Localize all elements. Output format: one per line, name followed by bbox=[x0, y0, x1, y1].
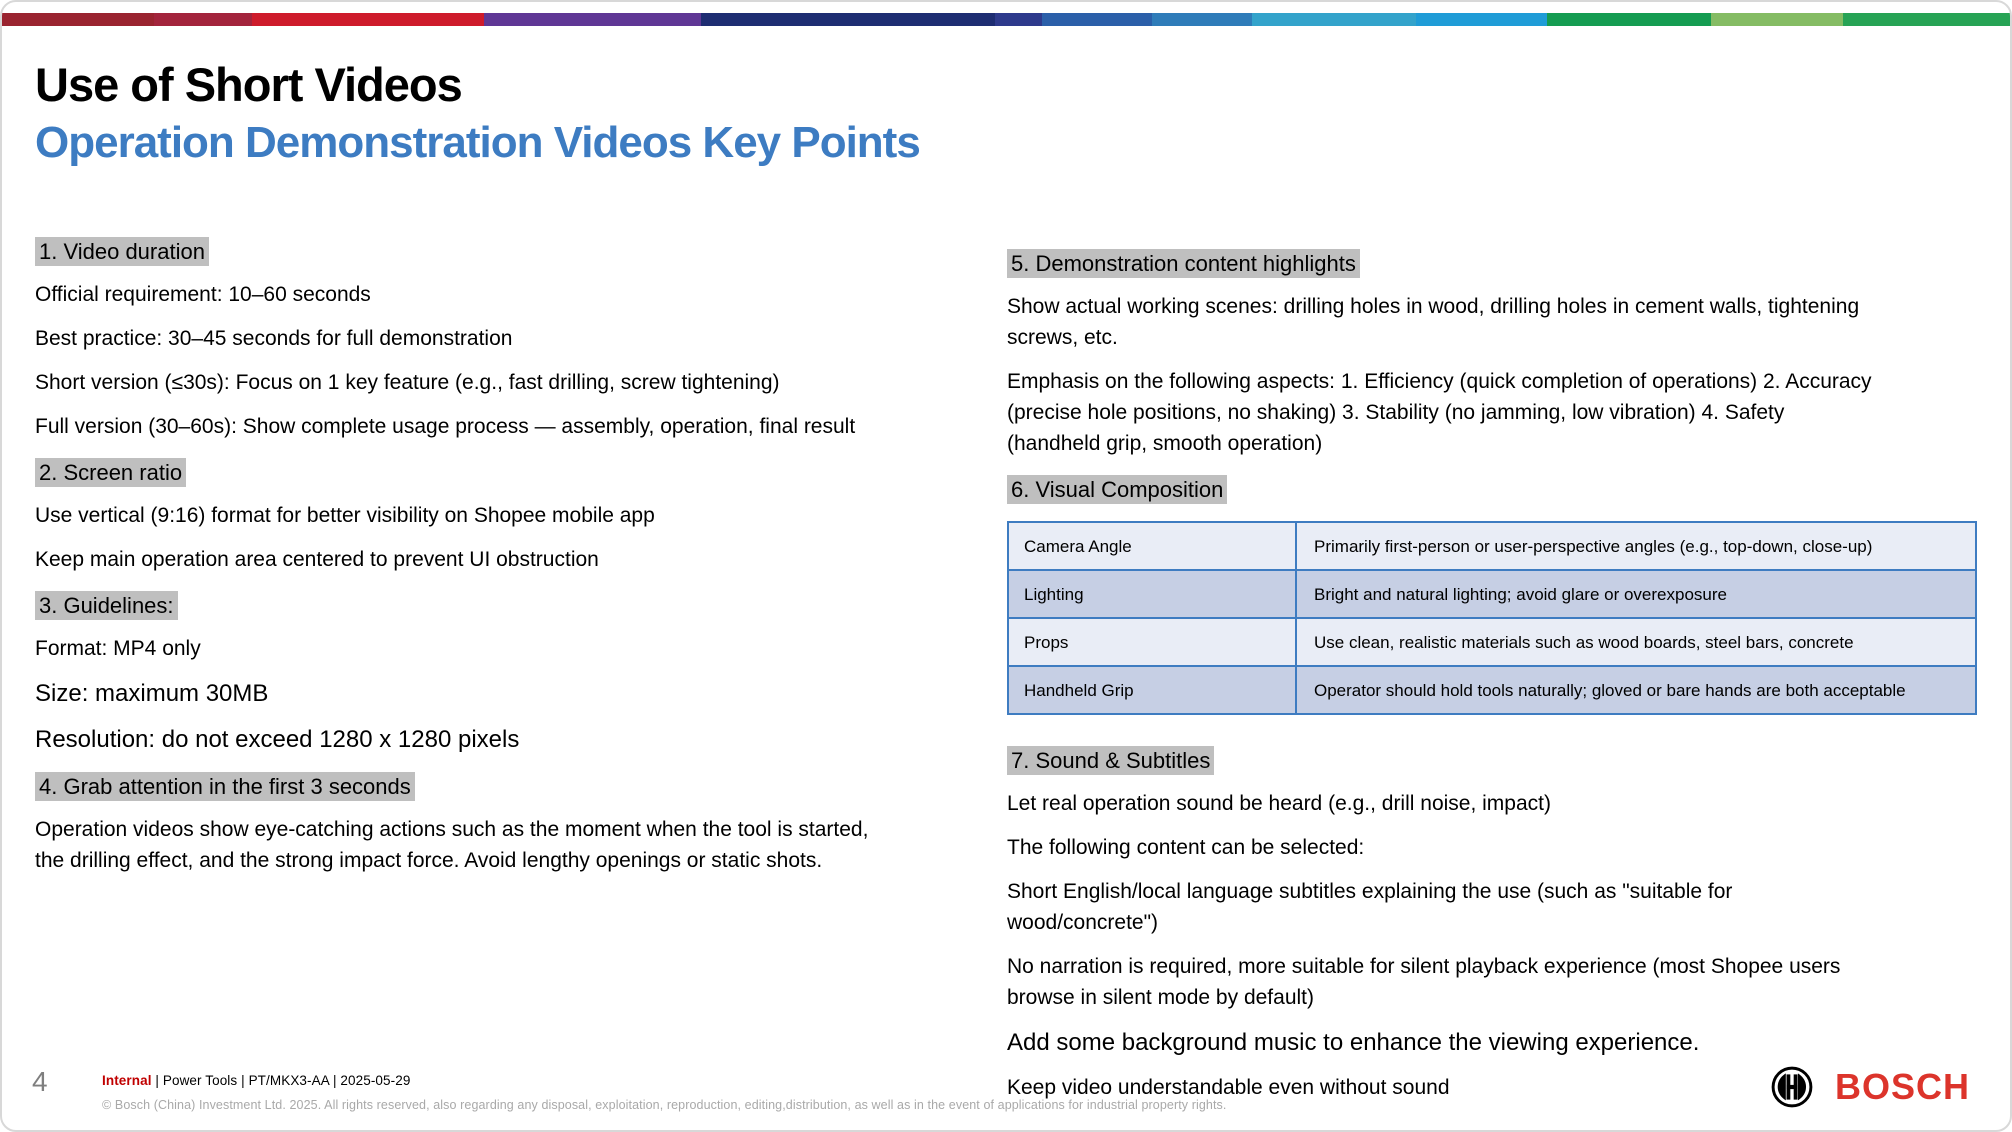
right-column bbox=[1007, 234, 1977, 1116]
page-number: 4 bbox=[32, 1066, 48, 1097]
stripe-segment-11 bbox=[1547, 13, 1711, 26]
stripe-segment-10 bbox=[1416, 13, 1547, 26]
table-cell-value: Primarily first-person or user-perspective angles (e.g., top-down, close-up) bbox=[1296, 522, 1976, 570]
paragraph: Full version (30–60s): Show complete usage process — assembly, operation, final result bbox=[35, 415, 856, 438]
brand-stripe bbox=[2, 13, 2010, 26]
paragraph: Keep video understandable even without sound bbox=[1007, 1076, 1450, 1099]
footer-meta-text: | Power Tools | PT/MKX3-AA | 2025-05-29 bbox=[151, 1073, 411, 1088]
section-heading-visual-composition: 6. Visual Composition bbox=[1007, 475, 1227, 504]
table-row bbox=[1008, 522, 1976, 570]
paragraph: Size: maximum 30MB bbox=[35, 680, 269, 707]
footer-meta bbox=[102, 1073, 410, 1088]
table-row bbox=[1008, 666, 1976, 714]
left-column bbox=[35, 234, 915, 1116]
paragraph: No narration is required, more suitable for silent playback experience (most Shopee users browse in silent mode by default) bbox=[1007, 955, 1841, 1009]
stripe-segment-12 bbox=[1711, 13, 1844, 26]
table-cell-label: Props bbox=[1008, 618, 1296, 666]
paragraph: Emphasis on the following aspects: 1. Efficiency (quick completion of operations) 2. Accuracy (precise hole positions, no shaking) 3. Stability (no jamming, low vibration) 4. Safety (handheld grip, smooth operation) bbox=[1007, 370, 1872, 455]
page-title: Use of Short Videos bbox=[35, 58, 462, 111]
paragraph: Operation videos show eye-catching actions such as the moment when the tool is started, the drilling effect, and the strong impact force. Avoid lengthy openings or static shots. bbox=[35, 818, 869, 872]
stripe-segment-2 bbox=[154, 13, 252, 26]
table-row bbox=[1008, 618, 1976, 666]
section-heading-sound-subtitles: 7. Sound & Subtitles bbox=[1007, 746, 1214, 775]
classification-label: Internal bbox=[102, 1073, 152, 1088]
stripe-segment-3 bbox=[252, 13, 485, 26]
table-cell-value: Bright and natural lighting; avoid glare or overexposure bbox=[1296, 570, 1976, 618]
copyright-text: © Bosch (China) Investment Ltd. 2025. All rights reserved, also regarding any disposal, exploitation, reproduction, editing,distribution, as well as in the event of applications for industrial property rights. bbox=[102, 1098, 1227, 1112]
paragraph: Use vertical (9:16) format for better visibility on Shopee mobile app bbox=[35, 504, 655, 527]
stripe-segment-1 bbox=[2, 13, 154, 26]
title-block bbox=[35, 58, 920, 169]
bosch-armature-icon bbox=[1771, 1066, 1813, 1108]
paragraph: Let real operation sound be heard (e.g., drill noise, impact) bbox=[1007, 792, 1551, 815]
table-cell-label: Camera Angle bbox=[1008, 522, 1296, 570]
paragraph: Add some background music to enhance the viewing experience. bbox=[1007, 1029, 1700, 1056]
paragraph: Short version (≤30s): Focus on 1 key feature (e.g., fast drilling, screw tightening) bbox=[35, 371, 780, 394]
stripe-segment-8 bbox=[1152, 13, 1252, 26]
stripe-segment-9 bbox=[1252, 13, 1417, 26]
paragraph: Format: MP4 only bbox=[35, 637, 201, 660]
content-columns bbox=[35, 234, 1976, 1116]
section-heading-grab-attention: 4. Grab attention in the first 3 seconds bbox=[35, 772, 415, 801]
visual-composition-table bbox=[1007, 521, 1977, 715]
stripe-segment-4 bbox=[484, 13, 701, 26]
table-cell-label: Handheld Grip bbox=[1008, 666, 1296, 714]
stripe-segment-7 bbox=[1042, 13, 1152, 26]
page-subtitle: Operation Demonstration Videos Key Points bbox=[35, 118, 920, 168]
table-cell-label: Lighting bbox=[1008, 570, 1296, 618]
section-heading-guidelines: 3. Guidelines: bbox=[35, 591, 178, 620]
paragraph: The following content can be selected: bbox=[1007, 836, 1365, 859]
section-heading-demo-content: 5. Demonstration content highlights bbox=[1007, 249, 1360, 278]
stripe-segment-5 bbox=[701, 13, 995, 26]
table-row bbox=[1008, 570, 1976, 618]
paragraph: Short English/local language subtitles explaining the use (such as "suitable for wood/concrete") bbox=[1007, 880, 1733, 934]
paragraph: Best practice: 30–45 seconds for full demonstration bbox=[35, 327, 513, 350]
paragraph: Show actual working scenes: drilling holes in wood, drilling holes in cement walls, tightening screws, etc. bbox=[1007, 295, 1860, 349]
paragraph: Keep main operation area centered to prevent UI obstruction bbox=[35, 548, 599, 571]
table-cell-value: Operator should hold tools naturally; gloved or bare hands are both acceptable bbox=[1296, 666, 1976, 714]
paragraph: Resolution: do not exceed 1280 x 1280 pixels bbox=[35, 726, 520, 753]
paragraph: Official requirement: 10–60 seconds bbox=[35, 283, 371, 306]
stripe-segment-13 bbox=[1843, 13, 2010, 26]
bosch-logo bbox=[1771, 1066, 1970, 1108]
section-heading-screen-ratio: 2. Screen ratio bbox=[35, 458, 186, 487]
stripe-segment-6 bbox=[995, 13, 1042, 26]
section-heading-video-duration: 1. Video duration bbox=[35, 237, 209, 266]
table-cell-value: Use clean, realistic materials such as wood boards, steel bars, concrete bbox=[1296, 618, 1976, 666]
bosch-wordmark: BOSCH bbox=[1834, 1066, 1970, 1107]
